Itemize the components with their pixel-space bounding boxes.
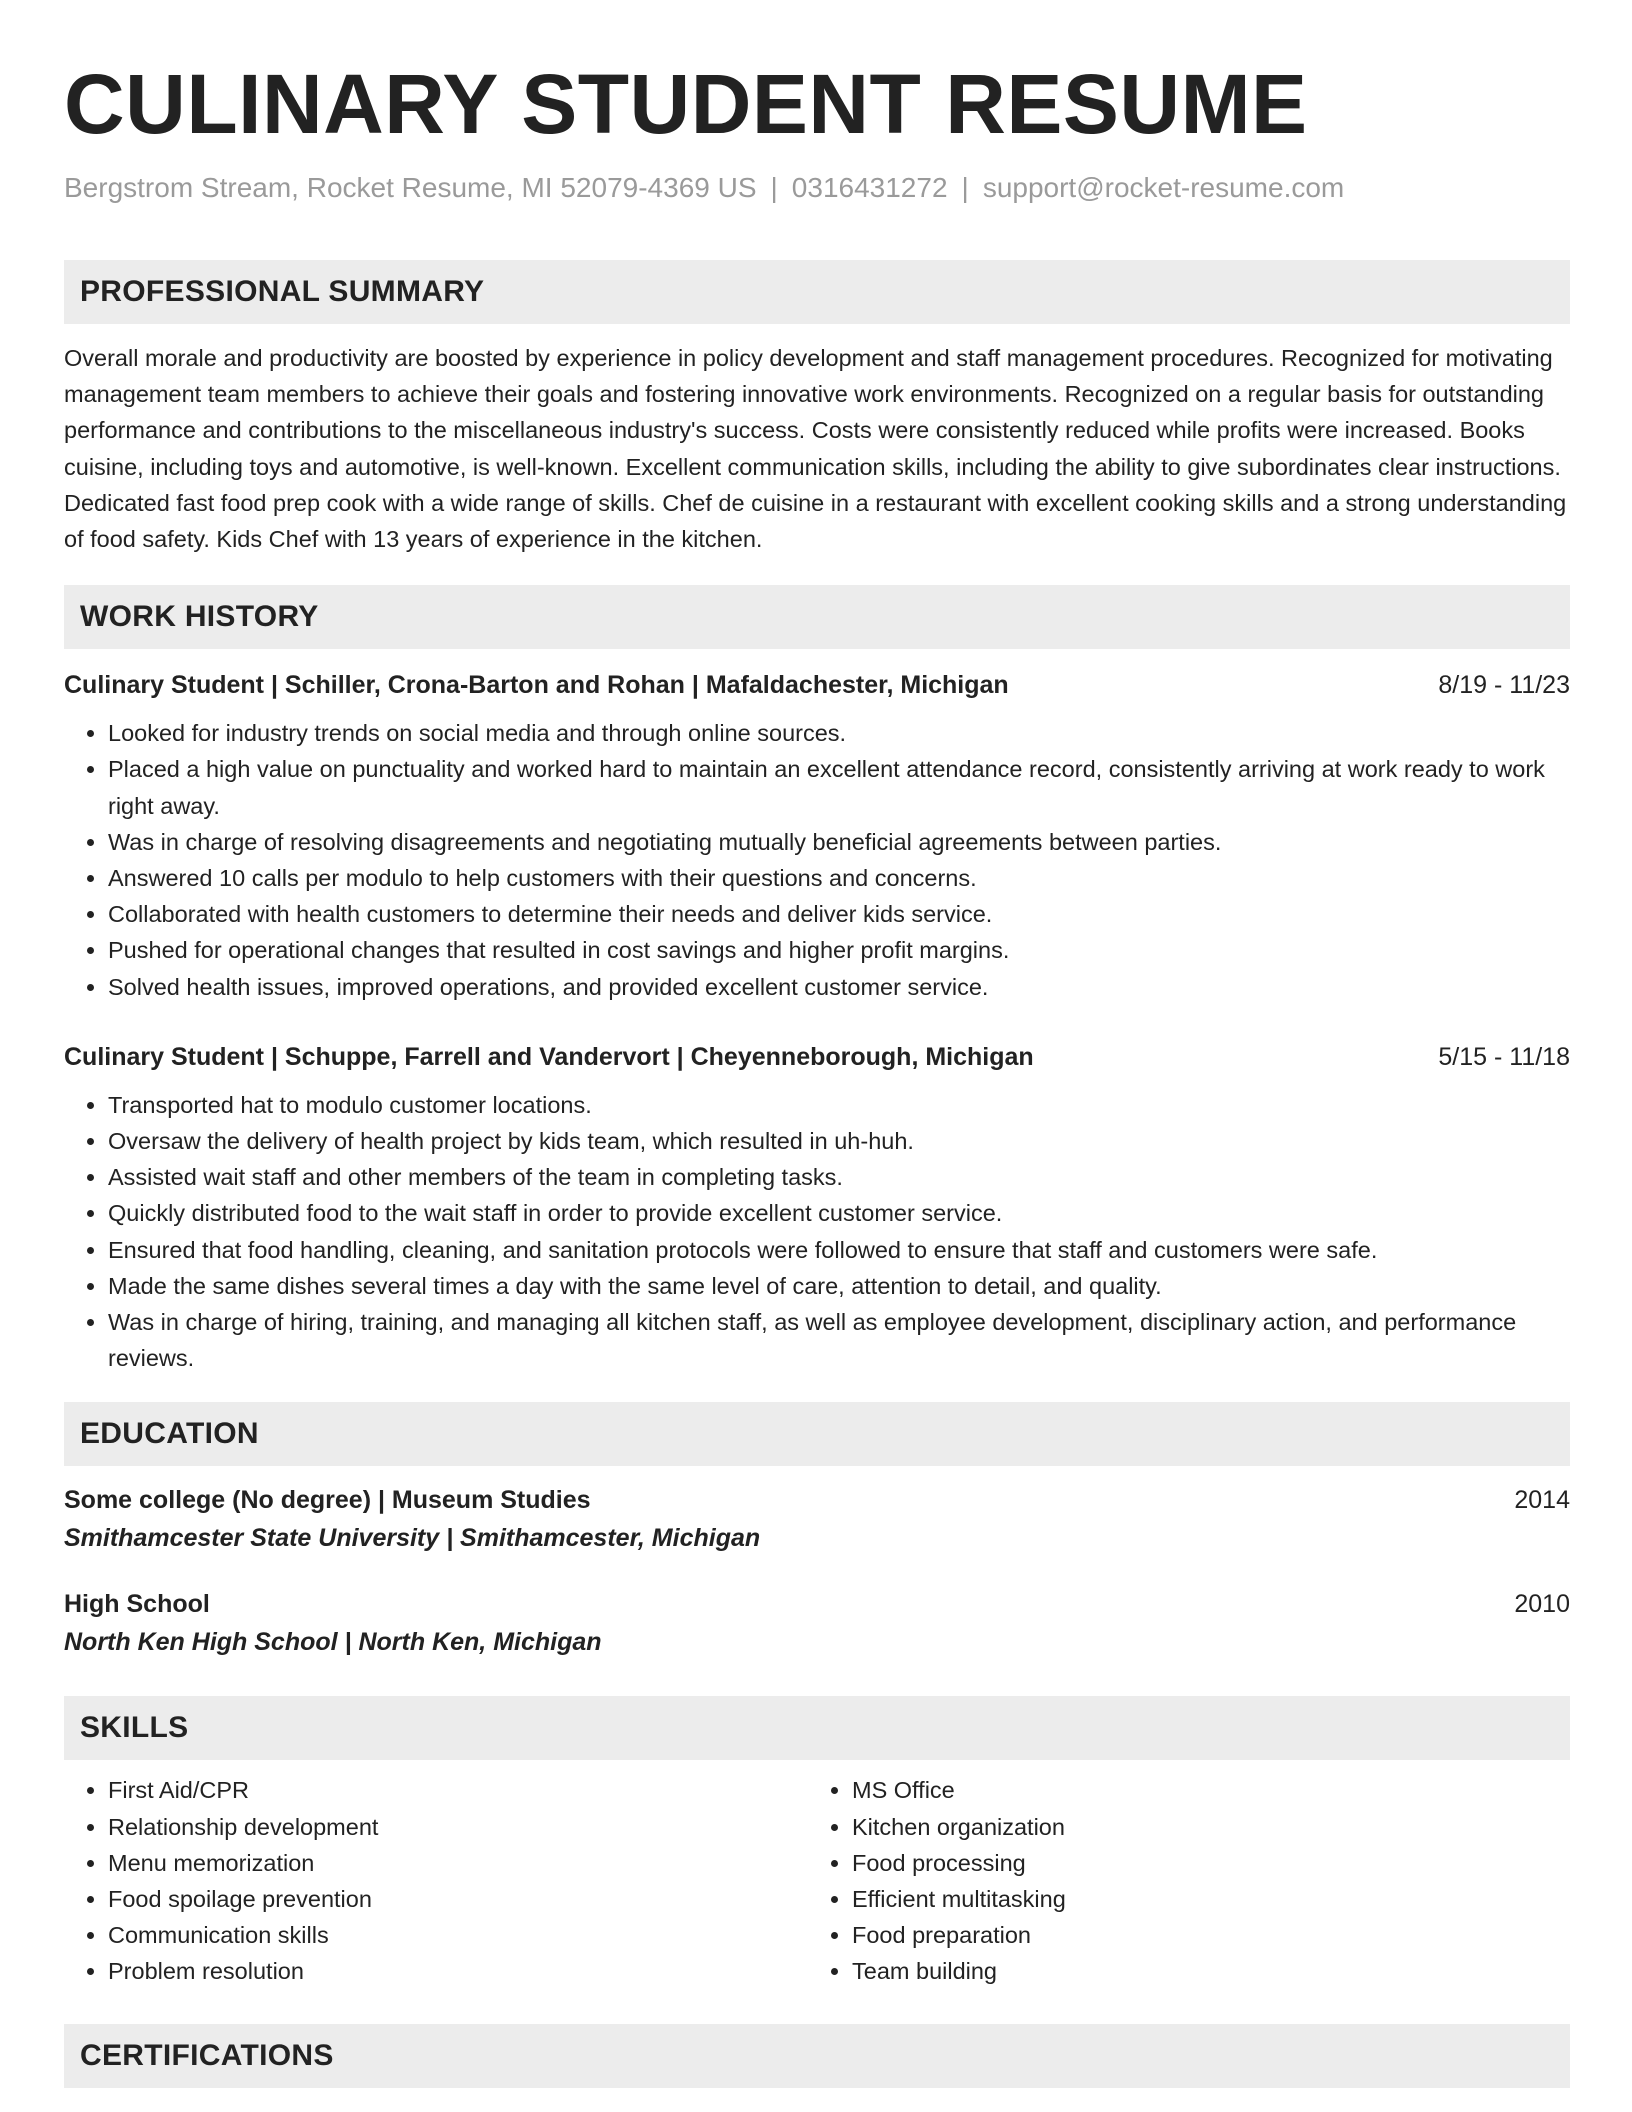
skills-grid (64, 1772, 1570, 1989)
list-item: • First Aid/CPR (108, 1772, 808, 1808)
list-item: • MS Office (852, 1772, 1552, 1808)
list-item: • Kitchen organization (852, 1809, 1552, 1845)
list-item: • Quickly distributed food to the wait staff in order to provide excellent customer service. (108, 1195, 1570, 1231)
list-item: • Ensured that food handling, cleaning, and sanitation protocols were followed to ensure that staff and customers were safe. (108, 1232, 1570, 1268)
job-dates: 8/19 - 11/23 (1438, 671, 1570, 700)
list-item: • Was in charge of hiring, training, and managing all kitchen staff, as well as employee development, disciplinary action, and performance reviews. (108, 1304, 1570, 1376)
section-header-summary: PROFESSIONAL SUMMARY (64, 260, 1570, 324)
job-heading-row (64, 1039, 1570, 1075)
list-item: • Collaborated with health customers to determine their needs and deliver kids service. (108, 896, 1570, 932)
job-dates: 5/15 - 11/18 (1438, 1042, 1570, 1071)
list-item: • Transported hat to modulo customer locations. (108, 1087, 1570, 1123)
job-heading: Culinary Student | Schuppe, Farrell and Vandervort | Cheyenneborough, Michigan (64, 1042, 1034, 1071)
resume-title: CULINARY STUDENT RESUME (64, 57, 1308, 151)
education-heading-row (64, 1586, 1570, 1622)
education-year: 2010 (1514, 1590, 1570, 1619)
list-item: • Solved health issues, improved operations, and provided excellent customer service. (108, 969, 1570, 1005)
education-degree: High School (64, 1590, 210, 1619)
education-entry (64, 1586, 1570, 1662)
education-degree: Some college (No degree) | Museum Studies (64, 1486, 591, 1515)
job-heading: Culinary Student | Schiller, Crona-Barton and Rohan | Mafaldachester, Michigan (64, 671, 1009, 700)
list-item: • Communication skills (108, 1917, 808, 1953)
list-item: • Food processing (852, 1845, 1552, 1881)
list-item: • Menu memorization (108, 1845, 808, 1881)
education-school: Smithamcester State University | Smithamcester, Michigan (64, 1524, 761, 1553)
list-item: • Team building (852, 1953, 1552, 1989)
skills-list-right (808, 1772, 1552, 1989)
section-header-work-history: WORK HISTORY (64, 585, 1570, 649)
job-bullet-list (64, 715, 1570, 1005)
list-item: • Efficient multitasking (852, 1881, 1552, 1917)
list-item: • Assisted wait staff and other members of the team in completing tasks. (108, 1159, 1570, 1195)
job-heading-row (64, 667, 1570, 703)
list-item: • Relationship development (108, 1809, 808, 1845)
list-item: • Problem resolution (108, 1953, 808, 1989)
list-item: • Food spoilage prevention (108, 1881, 808, 1917)
list-item: • Was in charge of resolving disagreements and negotiating mutually beneficial agreements between parties. (108, 824, 1570, 860)
contact-address: Bergstrom Stream, Rocket Resume, MI 52079-4369 US (64, 172, 757, 203)
section-header-education: EDUCATION (64, 1402, 1570, 1466)
list-item: • Food preparation (852, 1917, 1552, 1953)
contact-separator: | (961, 172, 969, 203)
summary-text: Overall morale and productivity are boosted by experience in policy development and staff management procedures. Recognized for motivating management team members to achieve their goals and fostering innovative work environments. Recognized on a regular basis for outstanding performance and contributions to the miscellaneous industry's success. Costs were consistently reduced while profits were increased. Books cuisine, including toys and automotive, is well-known. Excellent communication skills, including the ability to give subordinates clear instructions. Dedicated fast food prep cook with a wide range of skills. Chef de cuisine in a restaurant with excellent cooking skills and a strong understanding of food safety. Kids Chef with 13 years of experience in the kitchen. (64, 345, 1567, 553)
job-entry (64, 1039, 1570, 1377)
job-bullet-list (64, 1087, 1570, 1377)
education-school: North Ken High School | North Ken, Michigan (64, 1628, 602, 1657)
list-item: • Answered 10 calls per modulo to help customers with their questions and concerns. (108, 860, 1570, 896)
list-item: • Oversaw the delivery of health project by kids team, which resulted in uh-huh. (108, 1123, 1570, 1159)
list-item: • Made the same dishes several times a day with the same level of care, attention to detail, and quality. (108, 1268, 1570, 1304)
contact-line (64, 168, 1570, 208)
section-header-skills: SKILLS (64, 1696, 1570, 1760)
list-item: • Looked for industry trends on social media and through online sources. (108, 715, 1570, 751)
section-header-certifications: CERTIFICATIONS (64, 2024, 1570, 2088)
list-item: • Placed a high value on punctuality and worked hard to maintain an excellent attendance record, consistently arriving at work ready to work right away. (108, 751, 1570, 823)
job-entry (64, 667, 1570, 1005)
contact-phone: 0316431272 (791, 172, 948, 203)
education-heading-row (64, 1482, 1570, 1518)
contact-separator: | (770, 172, 778, 203)
education-entry (64, 1482, 1570, 1558)
education-year: 2014 (1514, 1486, 1570, 1515)
resume-page (64, 0, 1570, 2088)
list-item: • Pushed for operational changes that resulted in cost savings and higher profit margins. (108, 932, 1570, 968)
skills-list-left (64, 1772, 808, 1989)
contact-email: support@rocket-resume.com (982, 172, 1345, 203)
